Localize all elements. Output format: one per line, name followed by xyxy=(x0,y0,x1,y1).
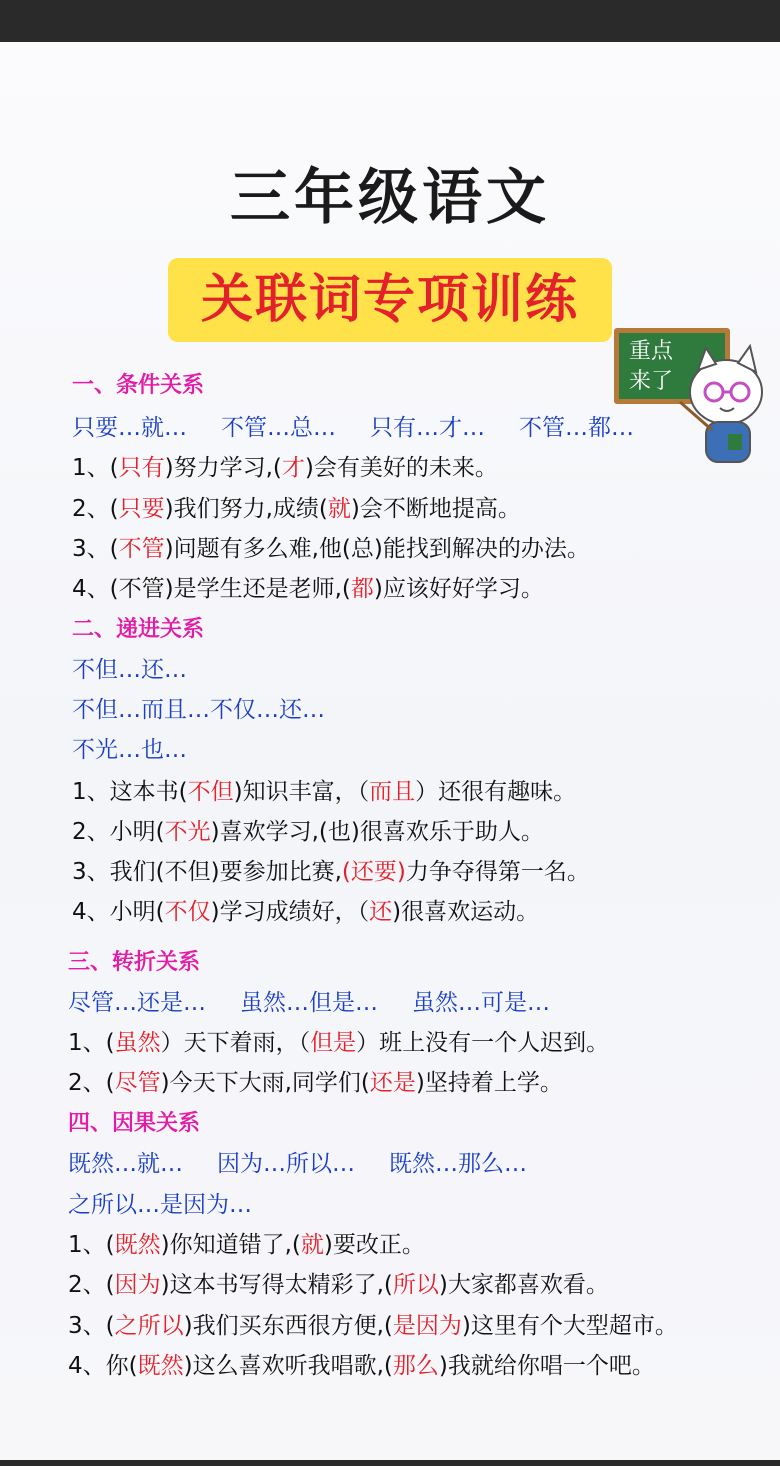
sentence-text: 3、( xyxy=(72,536,119,562)
answer-word: 尽管 xyxy=(114,1070,161,1096)
pattern-item: 既然…就… xyxy=(68,1151,183,1177)
example-sentence xyxy=(72,533,590,565)
sentence-text: 4、(不管)是学生还是老师,( xyxy=(72,576,351,602)
answer-word: 因为 xyxy=(114,1272,161,1298)
answer-word: 只要 xyxy=(118,496,165,522)
section-heading: 二、递进关系 xyxy=(72,617,205,642)
example-sentence xyxy=(72,493,521,525)
pattern-item: 尽管…还是… xyxy=(68,990,206,1016)
sentence-text: 4、你( xyxy=(68,1353,138,1379)
answer-word: 都 xyxy=(350,576,374,602)
pattern-item: 只要…就… xyxy=(72,415,187,441)
section-heading: 四、因果关系 xyxy=(68,1111,201,1136)
sentence-text: )这本书写得太精彩了,( xyxy=(160,1272,393,1298)
pattern-row xyxy=(68,987,584,1019)
answer-word: 但是 xyxy=(310,1030,357,1056)
pattern-item: 只有…才… xyxy=(370,415,485,441)
pattern-item: 既然…那么… xyxy=(389,1151,527,1177)
sentence-text: )我们努力,成绩( xyxy=(164,496,328,522)
pattern-item: 虽然…可是… xyxy=(412,990,550,1016)
answer-word: 虽然 xyxy=(114,1030,161,1056)
sentence-text: )知识丰富，（ xyxy=(233,779,370,805)
answer-word: 之所以 xyxy=(114,1313,184,1339)
sentence-text: 3、( xyxy=(68,1313,115,1339)
sentence-text: 1、( xyxy=(72,455,119,481)
badge-line-1: 重点 xyxy=(629,339,674,364)
pattern-line: 不但…而且…不仅…还… xyxy=(72,697,325,723)
answer-word: 不光 xyxy=(164,819,211,845)
sentence-text: )很喜欢运动。 xyxy=(392,899,540,925)
example-sentence xyxy=(72,573,544,605)
sentence-text: )学习成绩好，（ xyxy=(210,899,370,925)
answer-word: 就 xyxy=(300,1232,324,1258)
answer-word: 而且 xyxy=(369,779,416,805)
sentence-text: )这么喜欢听我唱歌,( xyxy=(183,1353,393,1379)
answer-word: 那么 xyxy=(392,1353,439,1379)
answer-word: 不但 xyxy=(187,779,234,805)
sentence-text: )你知道错了,( xyxy=(160,1232,301,1258)
sentence-text: 2、小明( xyxy=(72,819,165,845)
answer-word: 还是 xyxy=(369,1070,416,1096)
page-subtitle: 关联词专项训练 xyxy=(168,258,612,342)
answer-word: 既然 xyxy=(137,1353,184,1379)
answer-word: 是因为 xyxy=(392,1313,462,1339)
example-sentence xyxy=(72,816,544,848)
sentence-text: )坚持着上学。 xyxy=(415,1070,563,1096)
pattern-line: 不光…也… xyxy=(72,737,187,763)
sentence-text: )我就给你唱一个吧。 xyxy=(438,1353,655,1379)
example-sentence xyxy=(68,1310,678,1342)
example-sentence xyxy=(72,856,590,888)
example-sentence xyxy=(68,1269,609,1301)
badge-line-2: 来了 xyxy=(629,369,674,394)
pattern-line: 不但…还… xyxy=(72,657,187,683)
example-sentence xyxy=(72,452,498,484)
answer-word: 还 xyxy=(369,899,393,925)
section-heading: 一、条件关系 xyxy=(72,373,205,398)
answer-word: 只有 xyxy=(118,455,165,481)
section-heading: 三、转折关系 xyxy=(68,950,201,975)
sentence-text: )今天下大雨,同学们( xyxy=(160,1070,370,1096)
pattern-item: 虽然…但是… xyxy=(240,990,378,1016)
example-sentence xyxy=(68,1067,563,1099)
top-status-bar xyxy=(0,0,780,42)
sentence-text: 1、( xyxy=(68,1232,115,1258)
sentence-text: )我们买东西很方便,( xyxy=(183,1313,393,1339)
sentence-text: 2、( xyxy=(72,496,119,522)
sentence-text: )努力学习,( xyxy=(164,455,282,481)
sentence-text: 力争夺得第一名。 xyxy=(405,859,590,885)
page-title: 三年级语文 xyxy=(230,163,550,233)
sentence-text: )应该好好学习。 xyxy=(373,576,544,602)
pattern-row xyxy=(72,412,668,444)
sentence-text: )大家都喜欢看。 xyxy=(438,1272,609,1298)
example-sentence xyxy=(72,776,576,808)
sentence-text: 2、( xyxy=(68,1272,115,1298)
pattern-item: 因为…所以… xyxy=(217,1151,355,1177)
answer-word: 才 xyxy=(281,455,305,481)
sentence-text: 3、我们(不但)要参加比赛, xyxy=(72,859,342,885)
sentence-text: )问题有多么难,他(总)能找到解决的办法。 xyxy=(164,536,590,562)
pattern-row xyxy=(68,1148,561,1180)
sentence-text: )这里有个大型超市。 xyxy=(461,1313,678,1339)
teacher-cat-icon xyxy=(640,330,770,470)
example-sentence xyxy=(68,1350,655,1382)
sentence-text: 4、小明( xyxy=(72,899,165,925)
sentence-text: 1、这本书( xyxy=(72,779,188,805)
example-sentence xyxy=(72,896,539,928)
pattern-line: 之所以…是因为… xyxy=(68,1192,252,1218)
example-sentence xyxy=(68,1027,609,1059)
sentence-text: )喜欢学习,(也)很喜欢乐于助人。 xyxy=(210,819,544,845)
answer-word: 不管 xyxy=(118,536,165,562)
answer-word: 不仅 xyxy=(164,899,211,925)
sentence-text: 2、( xyxy=(68,1070,115,1096)
answer-word: (还要) xyxy=(341,859,406,885)
answer-word: 就 xyxy=(327,496,351,522)
example-sentence xyxy=(68,1229,425,1261)
sentence-text: 1、( xyxy=(68,1030,115,1056)
sentence-text: )会不断地提高。 xyxy=(350,496,521,522)
pattern-item: 不管…都… xyxy=(519,415,634,441)
bottom-bar xyxy=(0,1460,780,1466)
answer-word: 所以 xyxy=(392,1272,439,1298)
answer-word: 既然 xyxy=(114,1232,161,1258)
sentence-text: ）班上没有一个人迟到。 xyxy=(356,1030,610,1056)
sentence-text: ）天下着雨，（ xyxy=(160,1030,311,1056)
sentence-text: )会有美好的未来。 xyxy=(304,455,498,481)
pattern-item: 不管…总… xyxy=(221,415,336,441)
sentence-text: ）还很有趣味。 xyxy=(415,779,577,805)
sentence-text: )要改正。 xyxy=(323,1232,425,1258)
